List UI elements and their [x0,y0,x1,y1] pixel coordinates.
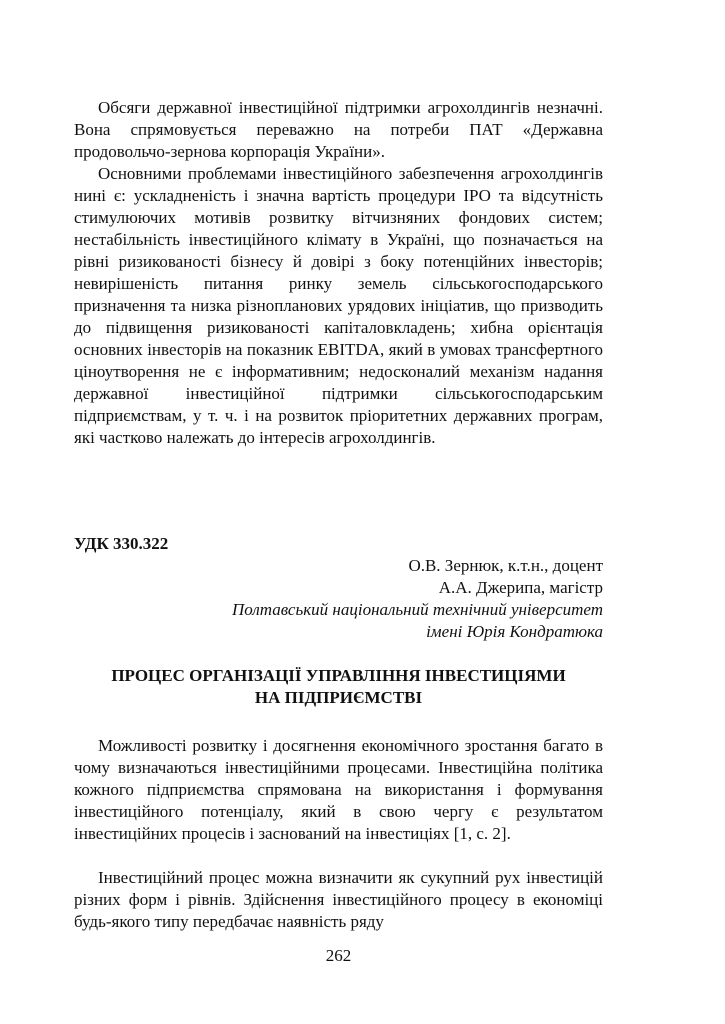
paragraph-investment-processes: Можливості розвитку і досягнення економічного зростання багато в чому визначаються інвестиційними процесами. Інвестиційна політика кожного підприємства спрямована на використання і формування інвестиційного потенціалу, який в свою чергу є результатом інвестиційних процесів і заснований на інвестиціях [1, с. 2]. [74,736,603,843]
title-line-2: НА ПІДПРИЄМСТВІ [254,688,423,707]
affiliation-line-2: імені Юрія Кондратюка [426,622,603,641]
author-2: А.А. Джерипа, магістр [438,578,603,597]
page-number: 262 [325,946,352,965]
title-line-1: ПРОЦЕС ОРГАНІЗАЦІЇ УПРАВЛІННЯ ІНВЕСТИЦІЯМИ [111,666,566,685]
affiliation-line-1: Полтавський національний технічний університет [232,600,603,619]
paragraph-investment-process-definition: Інвестиційний процес можна визначити як сукупний рух інвестицій різних форм і рівнів. Здійснення інвестиційного процесу в економіці будь-якого типу передбачає наявність ряду [74,868,603,931]
author-1: О.В. Зернюк, к.т.н., доцент [408,556,603,575]
article-title [74,665,603,709]
paragraph-funding-volume: Обсяги державної інвестиційної підтримки агрохолдингів незначні. Вона спрямовується переважно на потреби ПАТ «Державна продовольчо-зернова корпорація України». [74,98,603,161]
paragraph-investment-problems: Основними проблемами інвестиційного забезпечення агрохолдингів нині є: ускладненість і значна вартість процедури ІРО та відсутність стимулюючих мотивів розвитку вітчизняних фондових систем; нестабільність інвестиційного клімату в Україні, що позначається на рівні ризикованості бізнесу й довірі з боку потенційних інвесторів; невирішеність питання ринку земель сільськогосподарського призначення та низка різнопланових урядових ініціатив, що призводить до підвищення ризикованості капіталовкладень; хибна орієнтація основних інвесторів на показник EBITDA, який в умовах трансфертного ціноутворення не є інформативним; недосконалий механізм надання державної інвестиційної підтримки сільськогосподарським підприємствам, у т. ч. і на розвиток пріоритетних державних програм, які частково належать до інтересів агрохолдингів. [74,164,603,447]
author-block [74,555,603,643]
udc-code: УДК 330.322 [74,534,169,553]
